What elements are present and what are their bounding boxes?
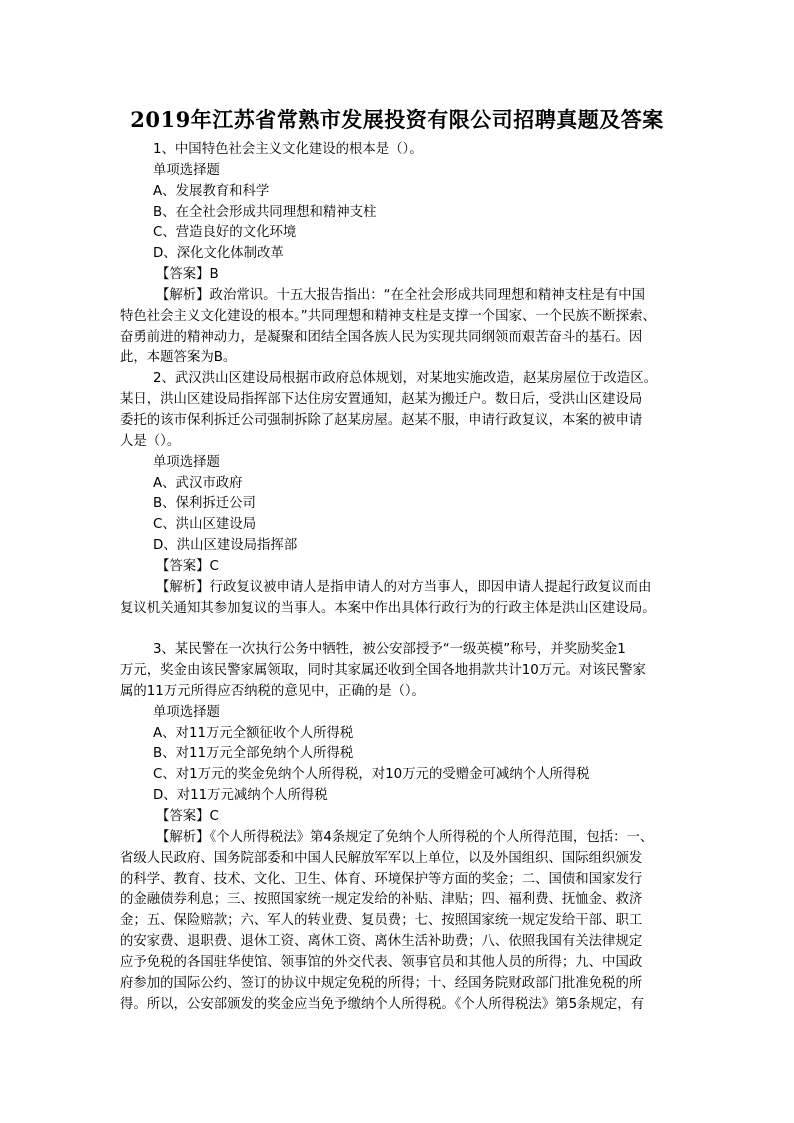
text-line: 此，本题答案为B。 xyxy=(120,350,237,366)
text-line: A、发展教育和科学 xyxy=(153,183,270,199)
text-line: 府参加的国际公约、签订的协议中规定免税的所得；十、经国务院财政部门批准免税的所 xyxy=(120,975,643,991)
text-line: 省级人民政府、国务院部委和中国人民解放军军以上单位，以及外国组织、国际组织颁发 xyxy=(120,850,643,866)
text-line: 应予免税的各国驻华使馆、领事馆的外交代表、领事官员和其他人员的所得；九、中国政 xyxy=(120,954,643,970)
text-line: A、武汉市政府 xyxy=(153,475,243,491)
text-line: 的金融债券利息；三、按照国家统一规定发给的补贴、津贴；四、福利费、抚恤金、救济 xyxy=(120,892,643,908)
text-line: 1、中国特色社会主义文化建设的根本是（）。 xyxy=(153,142,423,157)
text-line: 特色社会主义文化建设的根本。”共同理想和精神支柱是支撑一个国家、一个民族不断探索、 xyxy=(120,308,656,324)
text-line: B、在全社会形成共同理想和精神支柱 xyxy=(153,204,377,220)
text-line: 【解析】政治常识。十五大报告指出：“在全社会形成共同理想和精神支柱是有中国 xyxy=(156,287,645,303)
text-line: 得。所以，公安部颁发的奖金应当免予缴纳个人所得税。《个人所得税法》第5条规定，有 xyxy=(120,996,645,1012)
text-line: 【答案】C xyxy=(156,558,219,574)
text-line: D、洪山区建设局指挥部 xyxy=(153,538,298,554)
page-title: 2019年江苏省常熟市发展投资有限公司招聘真题及答案 xyxy=(130,107,664,132)
text-line: C、洪山区建设局 xyxy=(153,517,257,533)
text-line: 【答案】B xyxy=(156,267,219,283)
text-line: 属的11万元所得应否纳税的意见中，正确的是（）。 xyxy=(120,683,425,699)
text-line: 的安家费、退职费、退休工资、离休工资、离休生活补助费；八、依照我国有关法律规定 xyxy=(120,934,643,950)
text-line: 复议机关通知其参加复议的当事人。本案中作出具体行政行为的行政主体是洪山区建设局。 xyxy=(120,600,656,616)
text-line: 【解析】行政复议被申请人是指申请人的对方当事人，即因申请人提起行政复议而由 xyxy=(156,579,652,595)
text-line: 3、某民警在一次执行公务中牺牲，被公安部授予“一级英模”称号，并奖励奖金1 xyxy=(153,642,626,658)
text-line: B、保利拆迁公司 xyxy=(153,496,256,512)
text-line: 某日，洪山区建设局指挥部下达住房安置通知，赵某为搬迁户。数日后，受洪山区建设局 xyxy=(120,392,643,408)
text-line: D、深化文化体制改革 xyxy=(153,246,284,262)
text-line: 的科学、教育、技术、文化、卫生、体育、环境保护等方面的奖金；二、国债和国家发行 xyxy=(120,871,643,887)
text-line: 单项选择题 xyxy=(153,704,220,720)
text-line: 2、武汉洪山区建设局根据市政府总体规划，对某地实施改造，赵某房屋位于改造区。 xyxy=(153,371,657,387)
text-line: C、对1万元的奖金免纳个人所得税，对10万元的受赠金可减纳个人所得税 xyxy=(153,767,590,783)
document-body xyxy=(120,140,680,1015)
text-line: 单项选择题 xyxy=(153,162,220,178)
text-line: A、对11万元全额征收个人所得税 xyxy=(153,725,354,741)
text-line: 万元，奖金由该民警家属领取，同时其家属还收到全国各地捐款共计10万元。对该民警家 xyxy=(120,663,646,679)
blank-line xyxy=(120,619,680,640)
text-line: 奋勇前进的精神动力，是凝聚和团结全国各族人民为实现共同纲领而艰苦奋斗的基石。因 xyxy=(120,329,643,345)
text-line: 单项选择题 xyxy=(153,454,220,470)
text-line: D、对11万元减纳个人所得税 xyxy=(153,788,328,804)
text-line: 委托的该市保利拆迁公司强制拆除了赵某房屋。赵某不服，申请行政复议，本案的被申请 xyxy=(120,412,643,428)
text-line: 【解析】《个人所得税法》第4条规定了免纳个人所得税的个人所得范围，包括：一、 xyxy=(156,829,654,845)
text-line: 人是（）。 xyxy=(120,433,181,449)
text-line: 金；五、保险赔款；六、军人的转业费、复员费；七、按照国家统一规定发给干部、职工 xyxy=(120,913,643,929)
text-line: C、营造良好的文化环境 xyxy=(153,225,297,241)
text-line: 【答案】C xyxy=(156,809,219,824)
text-line: B、对11万元全部免纳个人所得税 xyxy=(153,746,354,762)
